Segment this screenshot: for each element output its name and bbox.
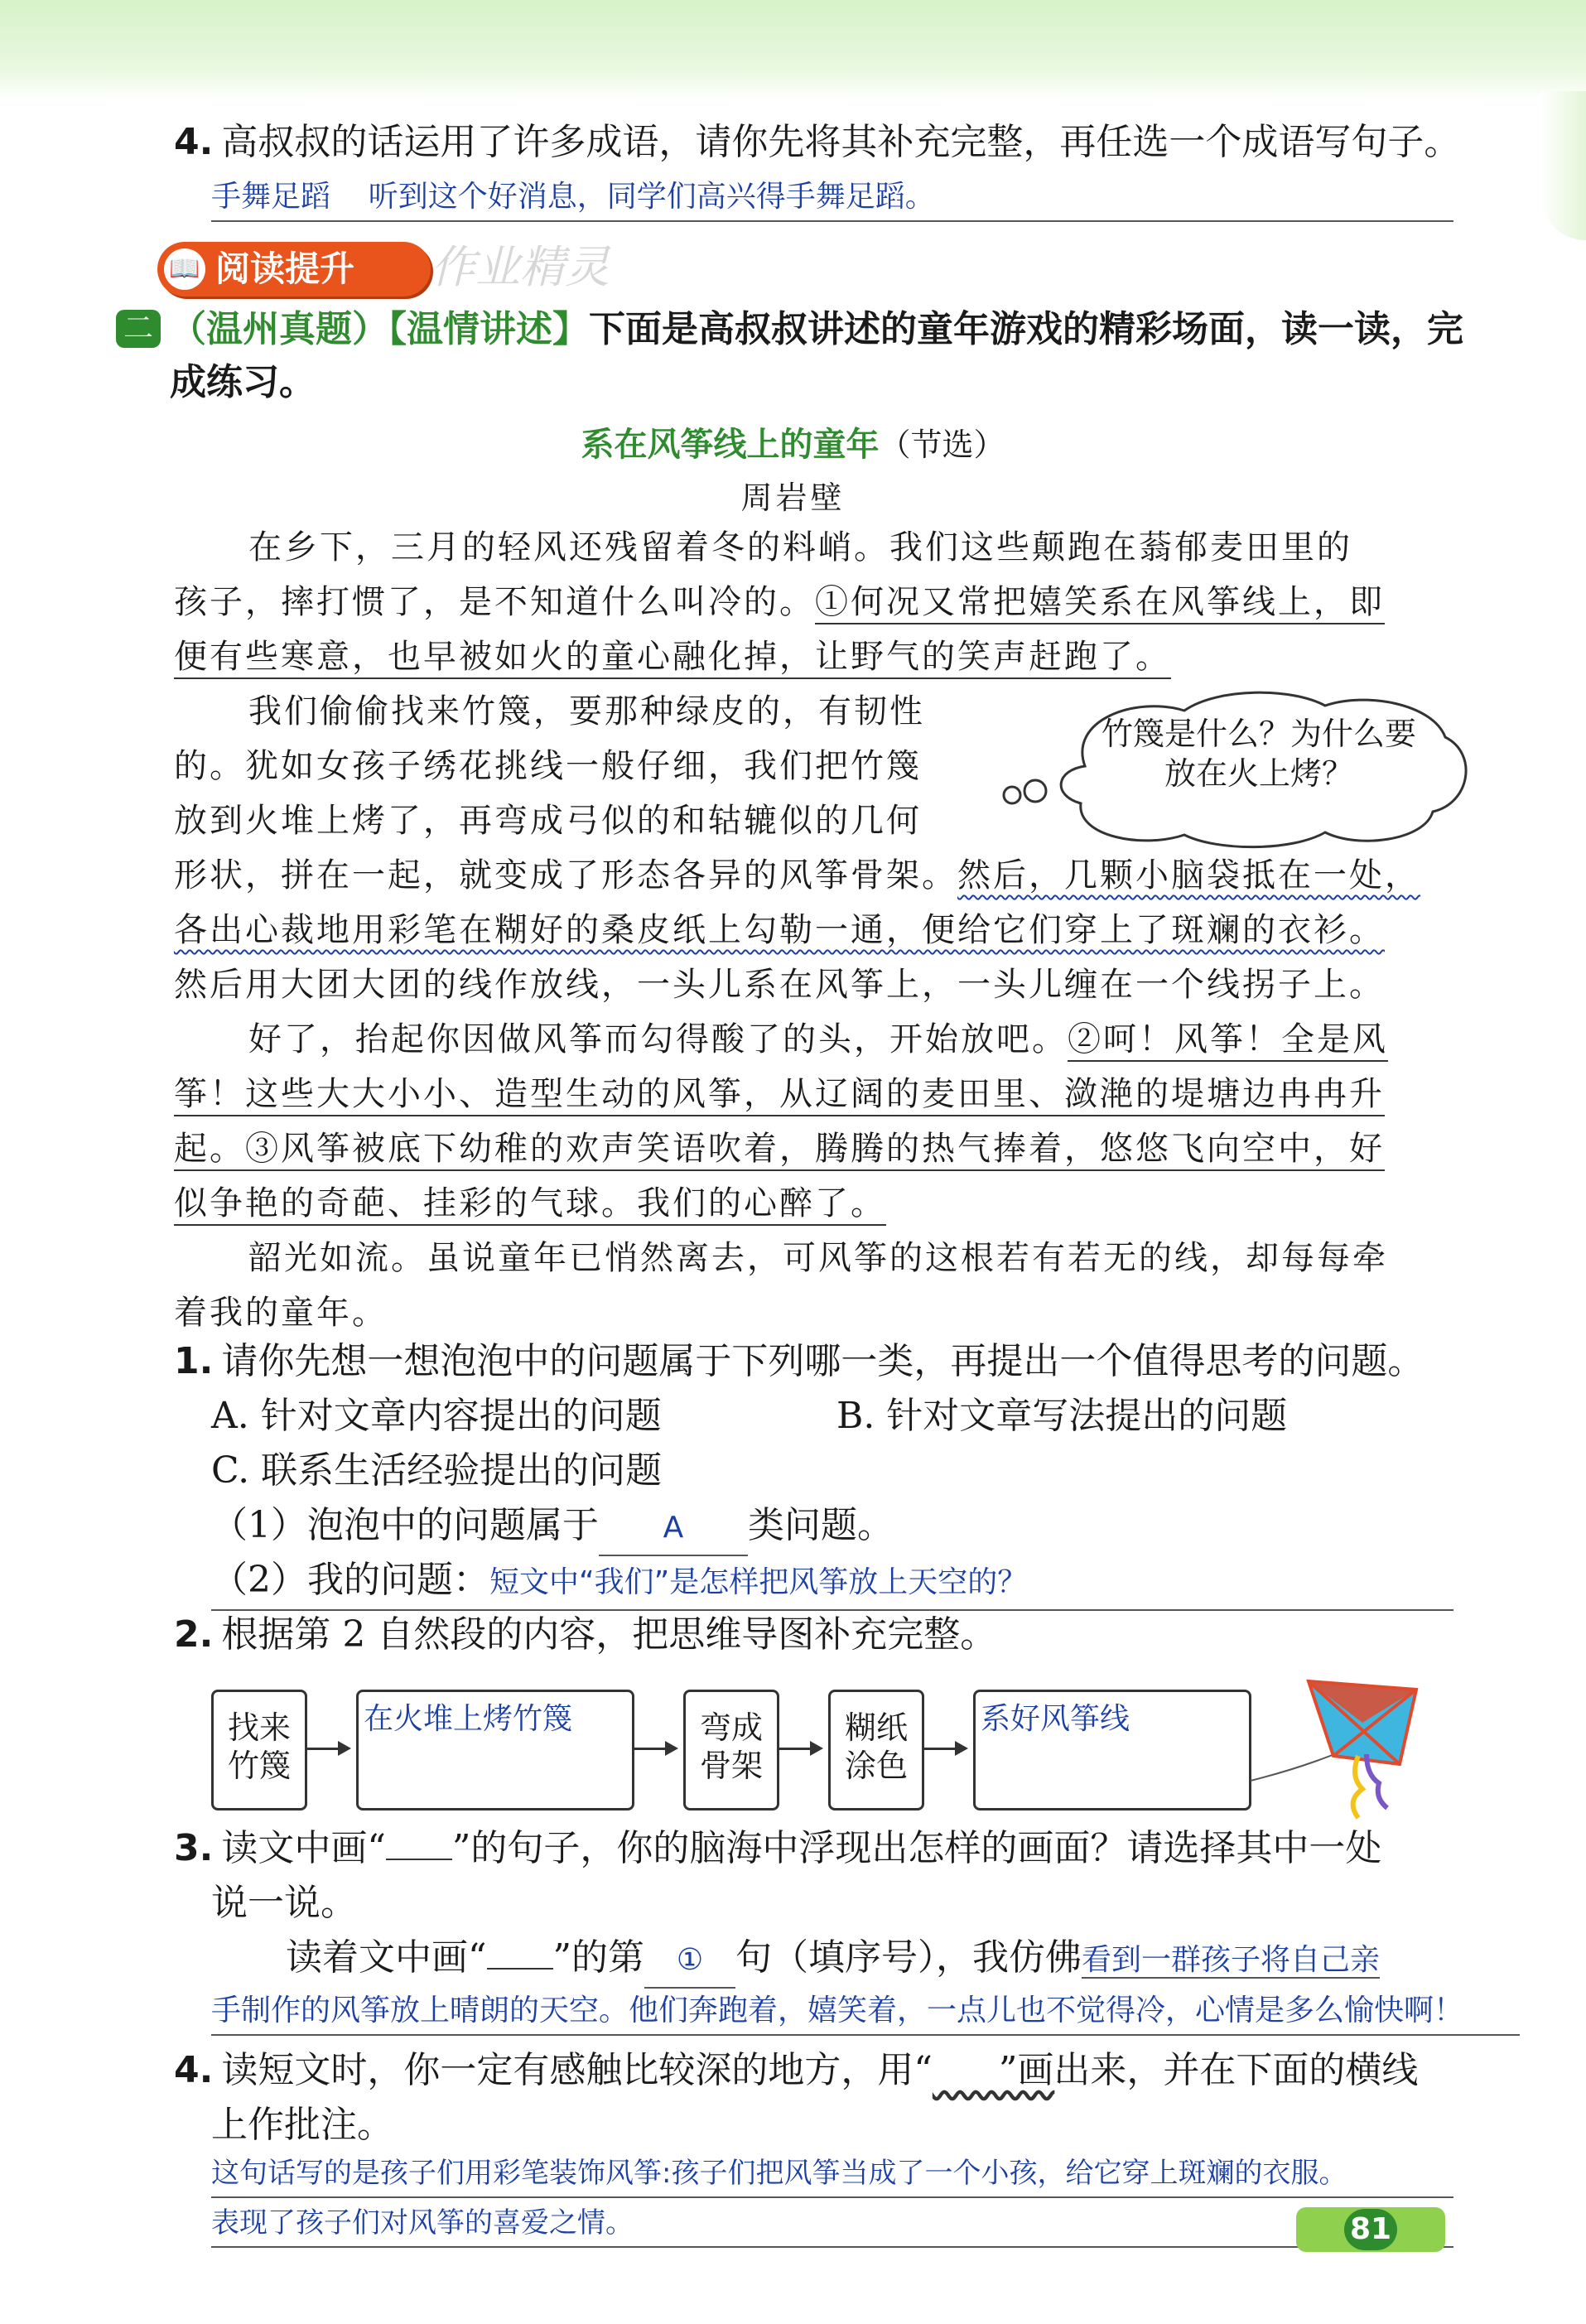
kite-icon xyxy=(1251,1665,1441,1822)
arrow-icon xyxy=(779,1748,820,1750)
q3-fill: 读着文中画“ ”的第 ① 句（填序号），我仿佛看到一群孩子将自己亲 xyxy=(286,1931,1380,1989)
question-4-cont: 上作批注。 xyxy=(211,2104,393,2146)
underline-sample xyxy=(386,1859,452,1860)
underlined-sentence-2: ②呵！风筝！全是风 xyxy=(1068,1020,1388,1062)
watermark: 作业精灵 xyxy=(431,241,610,293)
q1-sub1: （1）泡泡中的问题属于 A 类问题。 xyxy=(211,1499,894,1556)
top-decoration xyxy=(0,0,1586,99)
mindmap-step-5[interactable]: 系好风筝线 xyxy=(973,1690,1251,1811)
section-banner xyxy=(157,242,431,297)
q4-answer-line-1[interactable]: 这句话写的是孩子们用彩笔装饰风筝:孩子们把风筝当成了一个小孩，给它穿上斑斓的衣服。 xyxy=(211,2150,1453,2198)
q3-number-blank[interactable]: ① xyxy=(644,1934,735,1989)
p1-line3: 便有些寒意，也早被如火的童心融化掉，让野气的笑声赶跑了。 xyxy=(174,629,1171,684)
p4-line2: 着我的童年。 xyxy=(174,1294,388,1332)
q1-option-c: C. 联系生活经验提出的问题 xyxy=(211,1449,663,1492)
question-1: 1. 请你先想一想泡泡中的问题属于下列哪一类，再提出一个值得思考的问题。 xyxy=(174,1340,1425,1382)
question-4-top: 4. 高叔叔的话运用了许多成语，请你先将其补充完整，再任选一个成语写句子。 xyxy=(174,121,1461,163)
q1-sub2-answer[interactable]: 短文中“我们”是怎样把风筝放上天空的？ xyxy=(489,1565,1028,1599)
p3-line4: 似争艳的奇葩、挂彩的气球。我们的心醉了。 xyxy=(174,1176,886,1231)
p2-line3: 放到火堆上烤了，再弯成弓似的和轱辘似的几何 xyxy=(174,802,922,840)
q1-option-a: A. 针对文章内容提出的问题 xyxy=(211,1395,662,1437)
question-3-cont: 说一说。 xyxy=(211,1882,357,1924)
article-author: 周岩壁 xyxy=(740,480,846,516)
q3-answer-line[interactable]: 手制作的风筝放上晴朗的天空。他们奔跑着，嬉笑着，一点儿也不觉得冷，心情是多么愉快啊！ xyxy=(211,1988,1520,2036)
q1-option-b: B. 针对文章写法提出的问题 xyxy=(836,1395,1288,1437)
question-2: 2. 根据第 2 自然段的内容，把思维导图补充完整。 xyxy=(174,1613,997,1656)
section-instruction: （温州真题）【温情讲述】下面是高叔叔讲述的童年游戏的精彩场面，读一读，完 xyxy=(170,308,1463,350)
section-banner-label: 阅读提升 xyxy=(215,248,355,289)
p2-line1: 我们偷偷找来竹篾，要那种绿皮的，有韧性 xyxy=(248,692,925,730)
book-icon: 📖 xyxy=(164,248,205,290)
answer-line-q4-top[interactable]: 手舞足蹈 听到这个好消息，同学们高兴得手舞足蹈。 xyxy=(211,174,1453,222)
q1-sub1-blank[interactable]: A xyxy=(599,1502,748,1556)
section-instruction-cont: 成练习。 xyxy=(170,361,316,403)
mindmap-step-3: 弯成骨架 xyxy=(683,1690,779,1811)
mindmap-step-2[interactable]: 在火堆上烤竹篾 xyxy=(356,1690,634,1811)
wavy-annotation-2: 各出心裁地用彩笔在糊好的桑皮纸上勾勒一通，便给它们穿上了斑斓的衣衫。 xyxy=(174,911,1385,949)
mindmap-step-1: 找来竹篾 xyxy=(211,1690,307,1811)
page-number-badge xyxy=(1296,2207,1445,2252)
arrow-icon xyxy=(634,1748,675,1750)
side-decoration xyxy=(1540,91,1586,240)
wavy-annotation-1: 然后，几颗小脑袋抵在一处， xyxy=(957,856,1420,894)
question-3: 3. 读文中画“ ”的句子，你的脑海中浮现出怎样的画面？请选择其中一处 xyxy=(174,1827,1382,1869)
underlined-sentence-1: ①何况又常把嬉笑系在风筝线上，即 xyxy=(815,583,1385,624)
p2-line4: 形状，拼在一起，就变成了形态各异的风筝骨架。然后，几颗小脑袋抵在一处， xyxy=(174,856,1420,894)
p2-line6: 然后用大团大团的线作放线，一头儿系在风筝上，一头儿缠在一个线拐子上。 xyxy=(174,966,1385,1004)
section-number-icon: 二 xyxy=(116,310,161,348)
question-4: 4. 读短文时，你一定有感触比较深的地方，用“ ”画出来，并在下面的横线 xyxy=(174,2044,1418,2097)
p3-line1: 好了，抬起你因做风筝而勾得酸了的头，开始放吧。②呵！风筝！全是风 xyxy=(248,1012,1388,1067)
underlined-sentence-3: ③风筝被底下幼稚的欢声笑语吹着，腾腾的热气捧着，悠悠飞向空中，好 xyxy=(245,1130,1385,1171)
p1-line2: 孩子，摔打惯了，是不知道什么叫冷的。①何况又常把嬉笑系在风筝线上，即 xyxy=(174,575,1385,629)
p4-line1: 韶光如流。虽说童年已悄然离去，可风筝的这根若有若无的线，却每每牵 xyxy=(248,1239,1388,1277)
page-number: 81 xyxy=(1344,2209,1397,2250)
p1-line1: 在乡下，三月的轻风还残留着冬的料峭。我们这些颠跑在蓊郁麦田里的 xyxy=(248,528,1352,567)
q4-answer-line-2[interactable]: 表现了孩子们对风筝的喜爱之情。 xyxy=(211,2200,1453,2248)
p3-line3: 起。③风筝被底下幼稚的欢声笑语吹着，腾腾的热气捧着，悠悠飞向空中，好 xyxy=(174,1121,1385,1176)
bubble-text: 竹篾是什么？为什么要放在火上烤？ xyxy=(1101,716,1416,792)
p3-line2: 筝！这些大大小小、造型生动的风筝，从辽阔的麦田里、潋滟的堤塘边冉冉升 xyxy=(174,1067,1385,1121)
arrow-icon xyxy=(923,1748,965,1750)
arrow-icon xyxy=(306,1748,348,1750)
underline-sample xyxy=(487,1968,553,1970)
p2-line2: 的。犹如女孩子绣花挑线一般仔细，我们把竹篾 xyxy=(174,747,922,785)
q3-answer-part1[interactable]: 看到一群孩子将自己亲 xyxy=(1082,1943,1381,1977)
mindmap-step-4: 糊纸涂色 xyxy=(828,1690,924,1811)
p2-line5 xyxy=(174,903,1385,957)
wavy-line-sample xyxy=(933,2044,999,2097)
q1-sub2: （2）我的问题：短文中“我们”是怎样把风筝放上天空的？ xyxy=(211,1554,1453,1611)
article-title: 系在风筝线上的童年（节选） xyxy=(581,426,1005,464)
